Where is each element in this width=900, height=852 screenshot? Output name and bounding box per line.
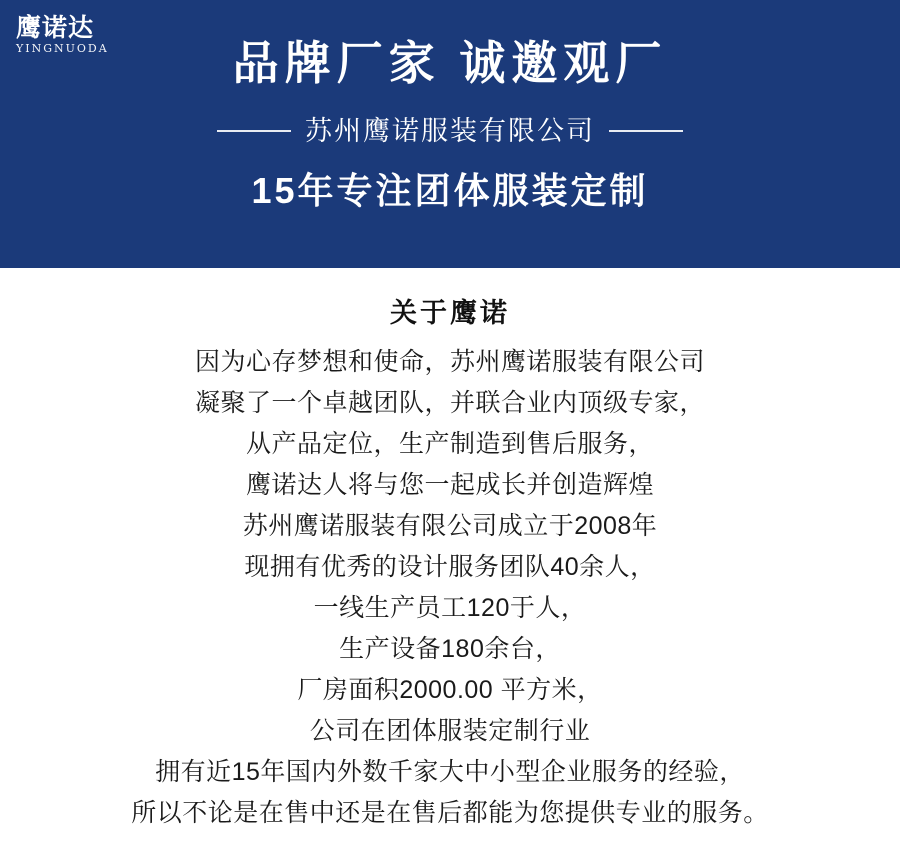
logo-main-text: 鹰诺达 bbox=[16, 13, 95, 42]
hero-banner bbox=[0, 0, 900, 268]
banner-content bbox=[0, 0, 900, 214]
about-title: 关于鹰诺 bbox=[390, 298, 510, 328]
company-logo bbox=[16, 14, 126, 66]
banner-subtitle: 苏州鹰诺服装有限公司 bbox=[305, 116, 595, 146]
about-line: 从产品定位，生产制造到售后服务， bbox=[245, 430, 654, 458]
banner-slogan: 15年专注团体服装定制 bbox=[251, 170, 649, 211]
about-line: 鹰诺达人将与您一起成长并创造辉煌 bbox=[245, 471, 654, 499]
divider-left bbox=[217, 130, 291, 132]
about-line: 生产设备180余台， bbox=[339, 635, 561, 663]
about-line: 一线生产员工120于人， bbox=[313, 594, 587, 622]
banner-title: 品牌厂家 诚邀观厂 bbox=[232, 37, 668, 89]
divider-right bbox=[609, 130, 683, 132]
about-line: 因为心存梦想和使命，苏州鹰诺服装有限公司 bbox=[194, 348, 705, 376]
banner-subtitle-row bbox=[0, 114, 900, 148]
about-line: 苏州鹰诺服装有限公司成立于2008年 bbox=[242, 512, 658, 540]
about-line: 现拥有优秀的设计服务团队40余人， bbox=[244, 553, 656, 581]
about-line: 厂房面积2000.00 平方米， bbox=[297, 676, 603, 704]
logo-sub-text: YINGNUODA bbox=[16, 42, 109, 55]
about-line: 所以不论是在售中还是在售后都能为您提供专业的服务。 bbox=[131, 799, 769, 827]
about-line: 拥有近15年国内外数千家大中小型企业服务的经验， bbox=[155, 758, 745, 786]
about-line: 公司在团体服装定制行业 bbox=[309, 717, 591, 745]
about-section bbox=[0, 268, 900, 834]
about-paragraph bbox=[30, 342, 870, 834]
about-line: 凝聚了一个卓越团队，并联合业内顶级专家， bbox=[194, 389, 705, 417]
